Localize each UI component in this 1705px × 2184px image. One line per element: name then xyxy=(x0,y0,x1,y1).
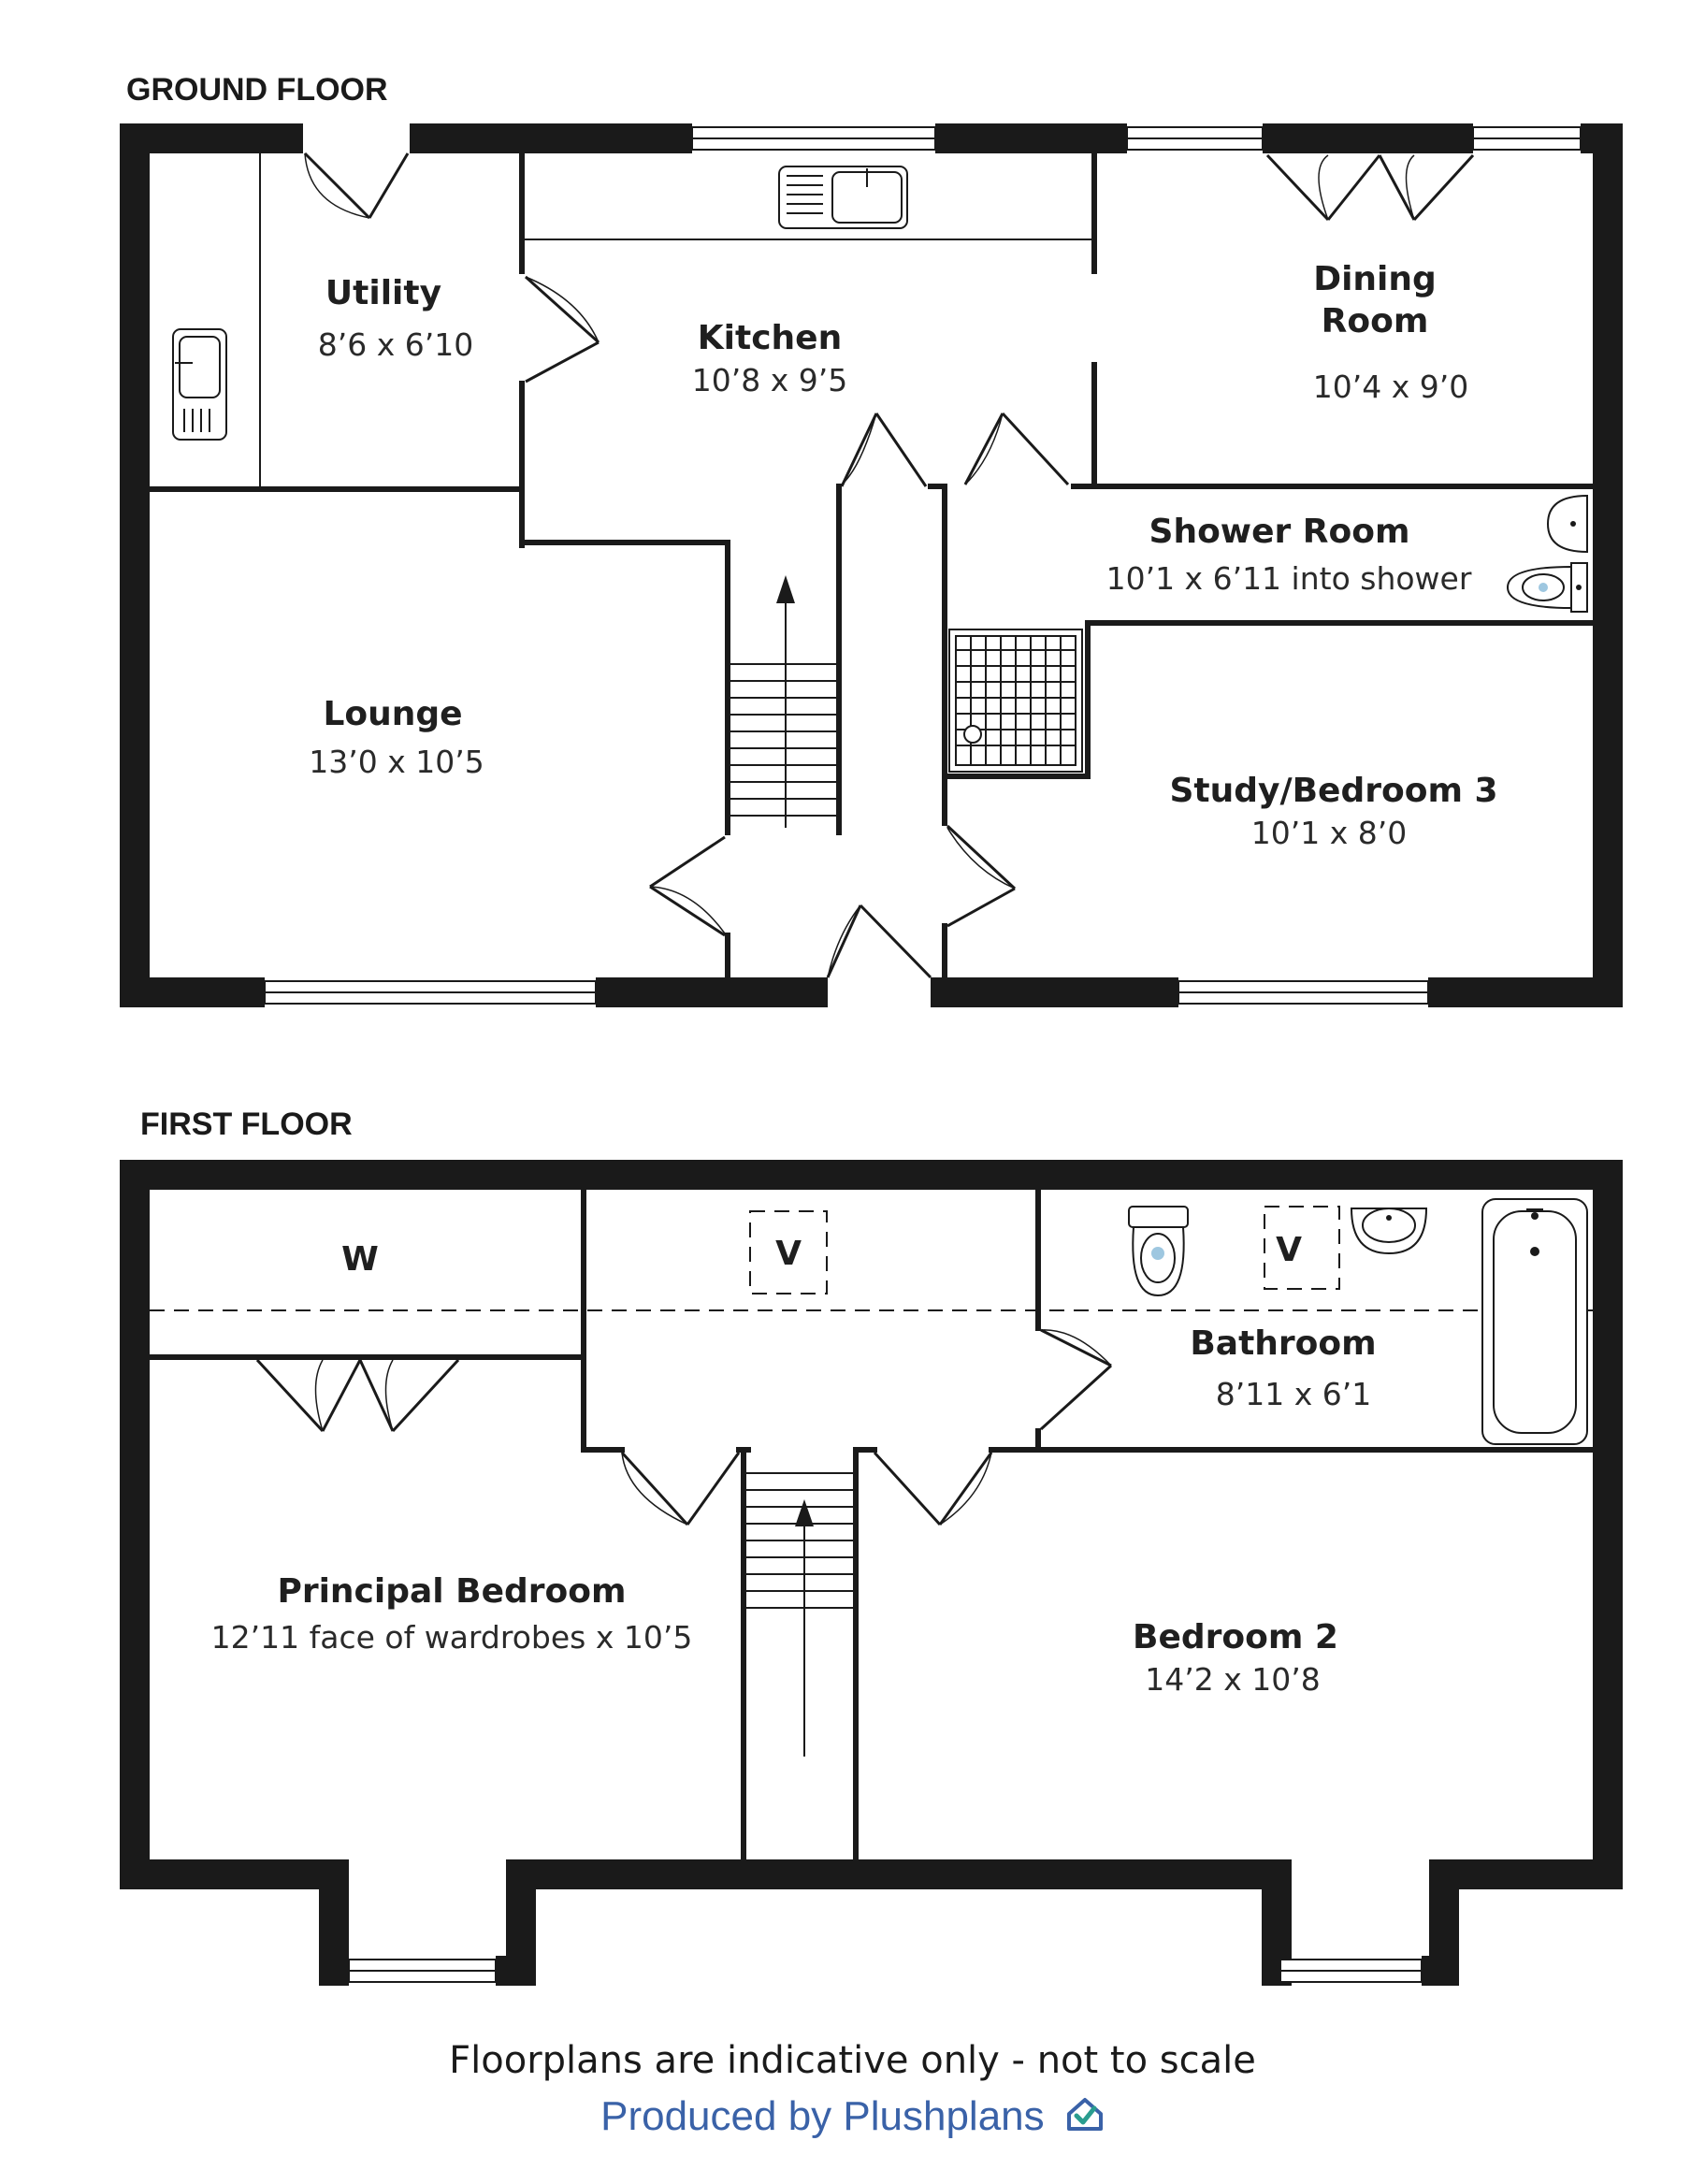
gf-wall-left xyxy=(120,123,150,1007)
ff-wall-bottom-1 xyxy=(120,1859,349,1889)
ff-window-bedroom2 xyxy=(1280,1960,1422,1982)
wardrobe-symbol: W xyxy=(341,1240,379,1279)
ff-wc-icon xyxy=(1129,1207,1188,1295)
gf-door-lounge-hall xyxy=(650,837,725,935)
ff-wall-bottom-3 xyxy=(1459,1859,1623,1889)
ff-wall-right xyxy=(1593,1160,1623,1889)
gf-window-kitchen xyxy=(692,127,935,150)
ff-bath-icon xyxy=(1482,1199,1587,1444)
gf-wall-bottom-2 xyxy=(596,977,828,1007)
gf-door-study-hall xyxy=(947,826,1015,926)
gf-window-study xyxy=(1178,981,1428,1004)
room-name-kitchen: Kitchen xyxy=(697,319,843,357)
room-name-shower: Shower Room xyxy=(1149,513,1410,551)
room-dims-utility: 8’6 x 6’10 xyxy=(317,326,474,363)
room-name-utility: Utility xyxy=(325,274,442,312)
plushplans-house-check-icon xyxy=(1065,2095,1105,2143)
room-dims-study: 10’1 x 8’0 xyxy=(1250,815,1408,851)
gf-kitchen-sink-icon xyxy=(779,166,907,228)
room-dims-principal-bedroom: 12’11 face of wardrobes x 10’5 xyxy=(210,1619,693,1656)
room-dims-kitchen: 10’8 x 9’5 xyxy=(691,362,848,398)
ff-door-bedroom2 xyxy=(874,1453,991,1525)
gf-wall-top-3 xyxy=(935,123,1127,153)
ff-window-principal xyxy=(349,1960,496,1982)
gf-wall-top-2 xyxy=(410,123,692,153)
room-dims-shower: 10’1 x 6’11 into shower xyxy=(1105,560,1472,597)
gf-shower-tray-icon xyxy=(949,629,1082,772)
credit-line xyxy=(0,2093,1705,2143)
ff-wardrobe-doors xyxy=(257,1360,458,1431)
room-name-bathroom: Bathroom xyxy=(1190,1324,1377,1363)
gf-door-shower-hall xyxy=(965,413,1068,485)
void-symbol-2: V xyxy=(1276,1231,1302,1269)
gf-wall-bottom-1 xyxy=(120,977,265,1007)
ff-wall-left xyxy=(120,1160,150,1889)
room-name-study: Study/Bedroom 3 xyxy=(1169,772,1498,810)
disclaimer-text: Floorplans are indicative only - not to scale xyxy=(449,2039,1256,2082)
room-name-lounge: Lounge xyxy=(323,695,463,733)
room-dims-bathroom: 8’11 x 6’1 xyxy=(1215,1376,1372,1412)
ff-stair-arrow-icon xyxy=(795,1499,814,1526)
gf-window-dining-1 xyxy=(1127,127,1263,150)
gf-shower-basin-icon xyxy=(1548,496,1587,552)
ground-floor-title: GROUND FLOOR xyxy=(126,72,388,108)
gf-door-dining-external xyxy=(1267,155,1473,220)
gf-wall-top-4 xyxy=(1263,123,1473,153)
room-dims-lounge: 13’0 x 10’5 xyxy=(309,744,484,780)
ff-basin-icon xyxy=(1351,1208,1426,1253)
room-dims-bedroom-2: 14’2 x 10’8 xyxy=(1145,1661,1321,1698)
room-name-bedroom-2: Bedroom 2 xyxy=(1133,1618,1338,1656)
ff-wall-bottom-2 xyxy=(506,1859,1262,1889)
gf-wall-bottom-3 xyxy=(931,977,1178,1007)
gf-staircase xyxy=(728,575,839,828)
room-name-dining-line2: Room xyxy=(1321,302,1429,340)
room-dims-dining: 10’4 x 9’0 xyxy=(1312,369,1469,405)
gf-door-utility-external xyxy=(305,153,408,218)
ff-door-principal xyxy=(622,1453,739,1525)
ff-wall-top xyxy=(120,1160,1623,1190)
gf-window-dining-2 xyxy=(1473,127,1581,150)
gf-wall-bottom-4 xyxy=(1428,977,1623,1007)
room-name-dining-line1: Dining xyxy=(1313,260,1437,298)
gf-door-kitchen-hall xyxy=(842,413,926,486)
ff-staircase xyxy=(744,1473,856,1757)
gf-door-utility-kitchen xyxy=(526,277,599,382)
credit-text: Produced by Plushplans xyxy=(600,2093,1045,2139)
gf-window-lounge xyxy=(265,981,596,1004)
room-name-principal-bedroom: Principal Bedroom xyxy=(277,1572,627,1611)
gf-wall-right xyxy=(1593,123,1623,1007)
gf-shower-wc-icon xyxy=(1508,563,1587,612)
void-symbol-1: V xyxy=(775,1235,802,1273)
ff-door-bathroom xyxy=(1041,1330,1111,1429)
gf-utility-sink-icon xyxy=(173,329,226,440)
gf-door-front xyxy=(828,905,931,977)
gf-stair-arrow-icon xyxy=(776,575,795,603)
first-floor-title: FIRST FLOOR xyxy=(140,1106,353,1142)
